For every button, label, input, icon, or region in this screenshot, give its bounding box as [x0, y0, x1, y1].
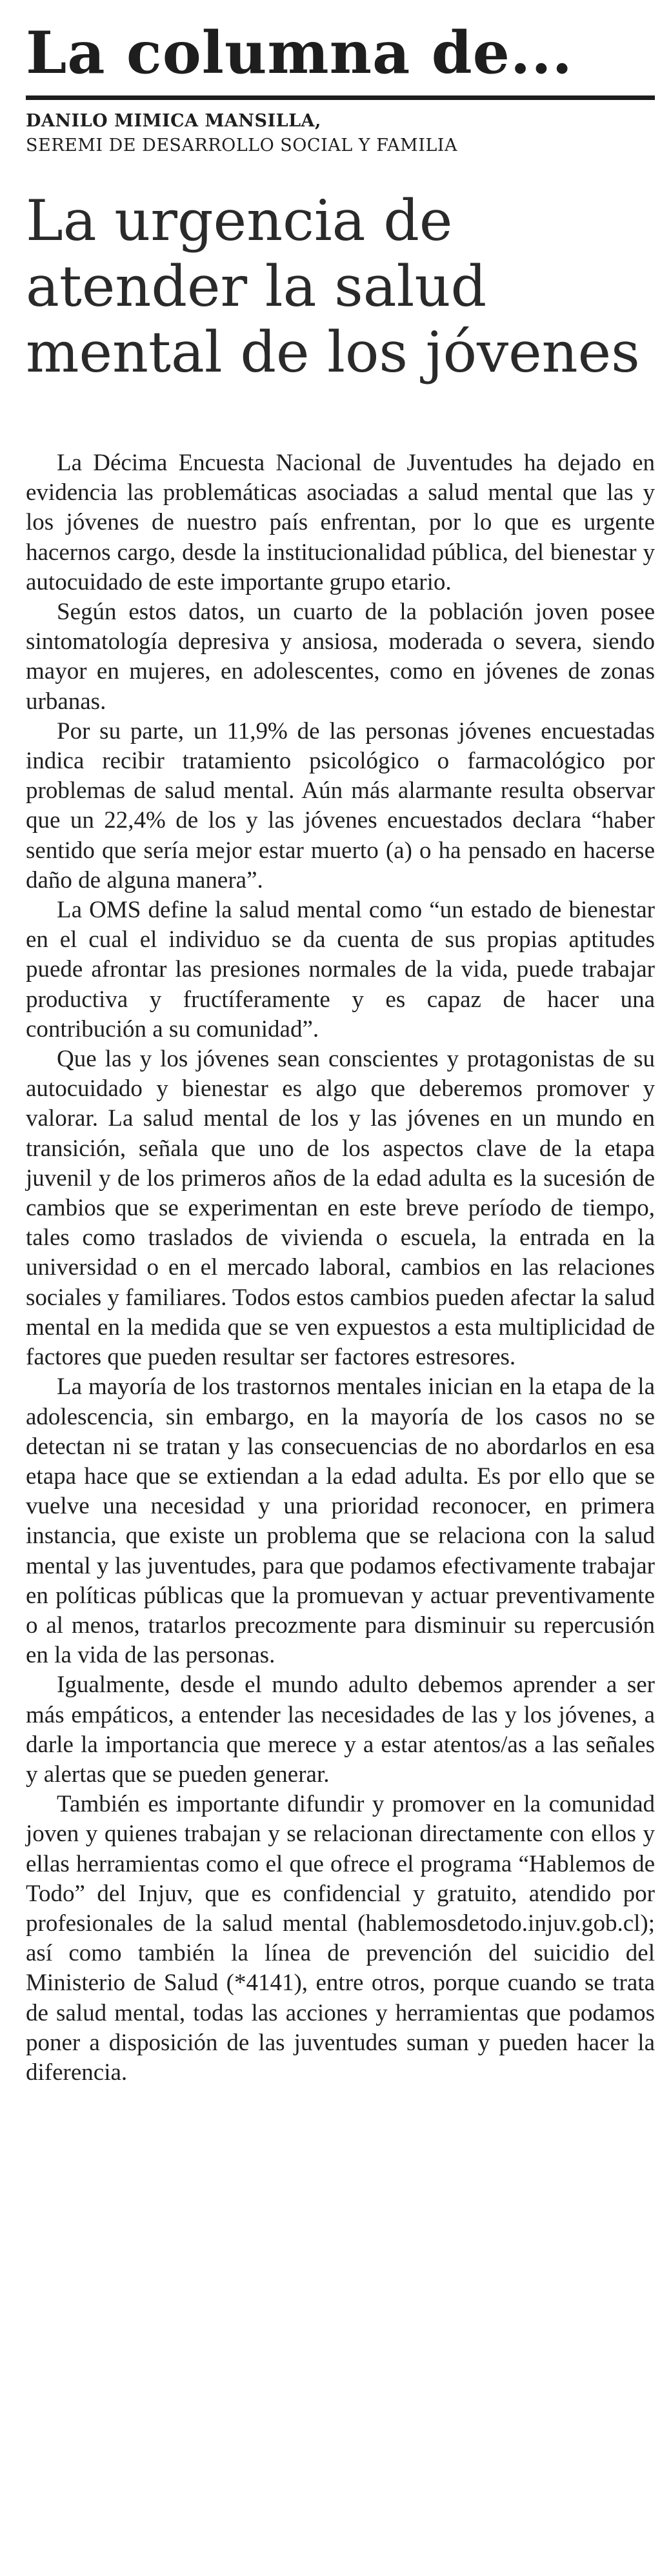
paragraph: También es importante difundir y promover en la comunidad joven y quienes trabajan y se relacionan directamente con ellos y ellas herramientas como el que ofrece el programa “Hablemos de Todo” del Injuv, que es confidencial y gratuito, atendido por profesionales de la salud mental (hablemosdetodo.injuv.gob.cl); así como también la línea de prevención del suicidio del Ministerio de Salud (*4141), entre otros, porque cuando se trata de salud mental, todas las acciones y herramientas que podamos poner a disposición de las juventudes suman y pueden hacer la diferencia.	[26, 1791, 655, 2086]
paragraph: La Décima Encuesta Nacional de Juventudes ha dejado en evidencia las problemáticas asociadas a salud mental que las y los jóvenes de nuestro país enfrentan, por lo que es urgente hacernos cargo, desde la institucionalidad pública, del bienestar y autocuidado de este importante grupo etario.	[26, 450, 655, 595]
paragraph: Según estos datos, un cuarto de la población joven posee sintomatología depresiva y ansiosa, moderada o severa, siendo mayor en mujeres, en adolescentes, como en jóvenes de zonas urbanas.	[26, 599, 655, 715]
paragraph: Que las y los jóvenes sean conscientes y protagonistas de su autocuidado y bienestar es algo que deberemos promover y valorar. La salud mental de los y las jóvenes en un mundo en transición, señala que uno de los aspectos clave de la etapa juvenil y de los primeros años de la edad adulta es la sucesión de cambios que se experimentan en este breve período de tiempo, tales como traslados de vivienda o escuela, la entrada en la universidad o en el mercado laboral, cambios en las relaciones sociales y familiares. Todos estos cambios pueden afectar la salud mental en la medida que se ven expuestos a esta multiplicidad de factores que pueden resultar ser factores estresores.	[26, 1046, 655, 1371]
section-title: La columna de...	[26, 19, 573, 87]
paragraph: Por su parte, un 11,9% de las personas jóvenes encuestadas indica recibir tratamiento psicológico o farmacológico por problemas de salud mental. Aún más alarmante resulta observar que un 22,4% de los y las jóvenes encuestados declara “haber sentido que sería mejor estar muerto (a) o ha pensado en hacerse daño de alguna manera”.	[26, 717, 655, 894]
paragraph: La mayoría de los trastornos mentales inician en la etapa de la adolescencia, sin embargo, en la mayoría de los casos no se detectan ni se tratan y las consecuencias de no abordarlos en esa etapa hace que se extiendan a la edad adulta. Es por ello que se vuelve una necesidad y una prioridad reconocer, en primera instancia, que existe un problema que se relaciona con la salud mental y las juventudes, para que podamos efectivamente trabajar en políticas públicas que la promuevan y actuar preventivamente o al menos, tratarlos precozmente para disminuir su repercusión en la vida de las personas.	[26, 1373, 655, 1669]
author-role: SEREMI DE DESARROLLO SOCIAL Y FAMILIA	[26, 135, 457, 155]
title-rule	[26, 95, 655, 100]
byline	[26, 109, 655, 158]
article-body	[26, 448, 655, 2088]
paragraph: La OMS define la salud mental como “un estado de bienestar en el cual el individuo se da cuenta de sus propias aptitudes puede afrontar las presiones normales de la vida, puede trabajar productiva y fructíferamente y es capaz de hacer una contribución a su comunidad”.	[26, 897, 655, 1043]
newspaper-column	[26, 0, 655, 2088]
paragraph: Igualmente, desde el mundo adulto debemos aprender a ser más empáticos, a entender las necesidades de las y los jóvenes, a darle la importancia que merece y a estar atentos/as a las señales y alertas que se pueden generar.	[26, 1672, 655, 1788]
article-headline: La urgencia de atender la salud mental de los jóvenes	[26, 188, 640, 385]
author-name: DANILO MIMICA MANSILLA,	[26, 111, 321, 131]
